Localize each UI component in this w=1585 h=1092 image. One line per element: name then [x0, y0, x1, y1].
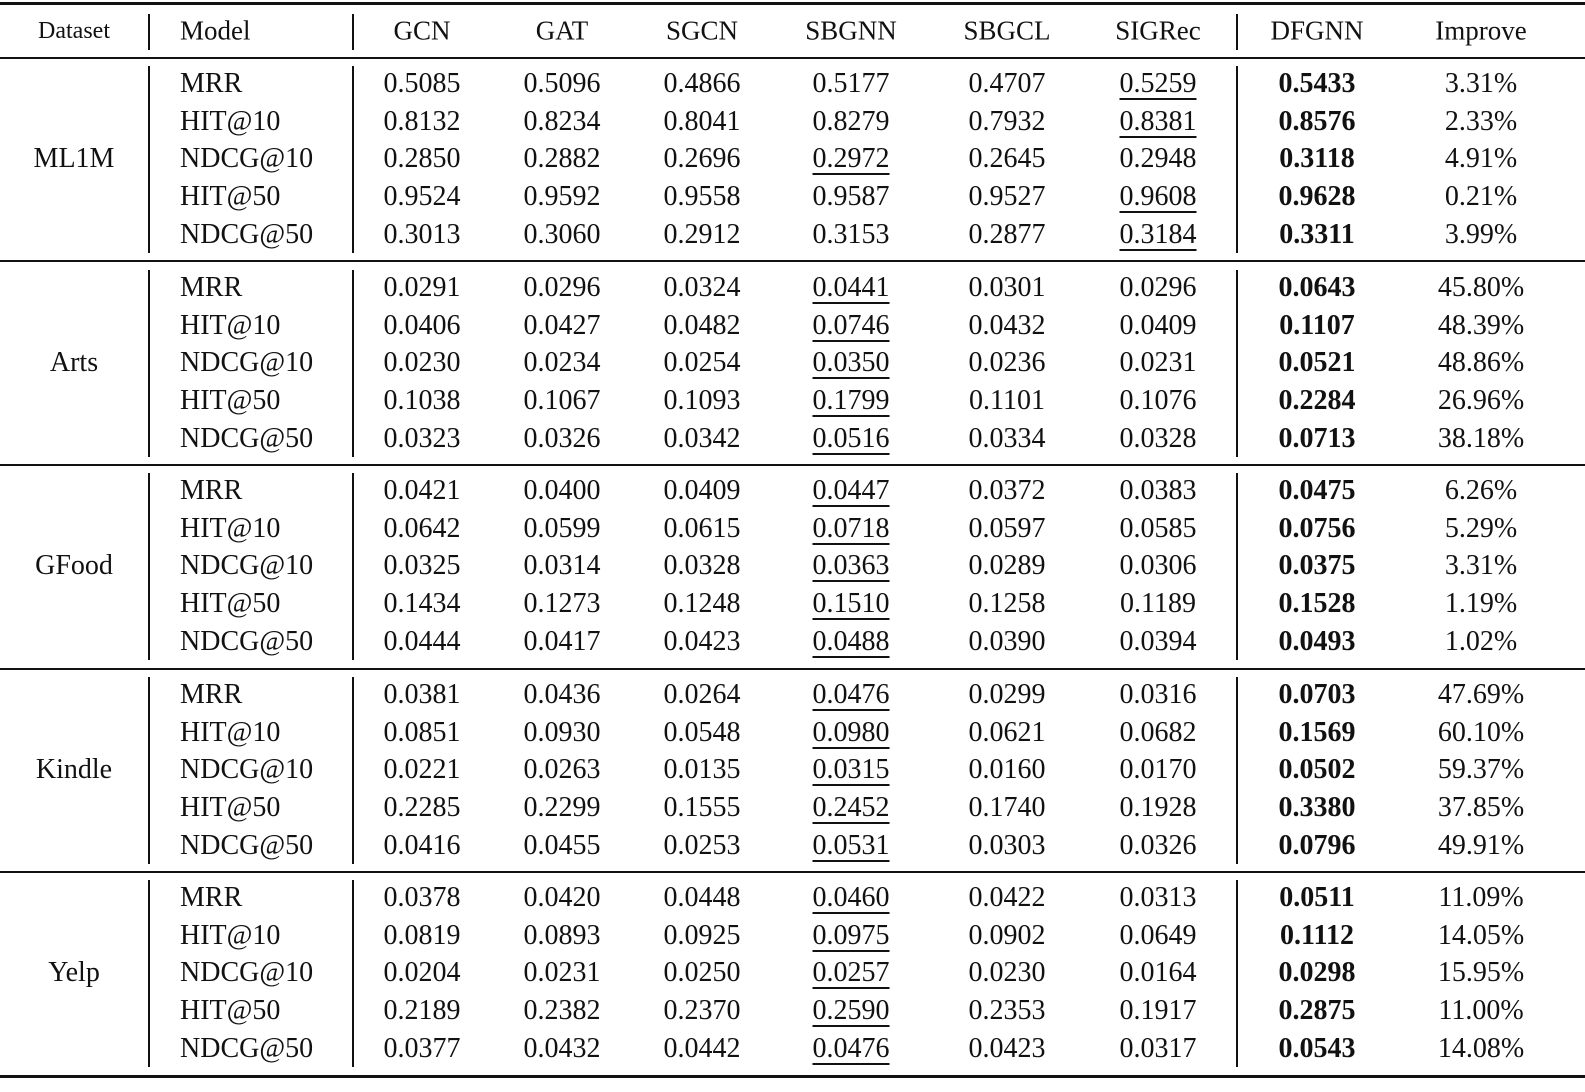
metric-label: NDCG@10	[180, 957, 314, 989]
header-dfgnn: DFGNN	[1270, 15, 1364, 46]
cell-sgcn: 0.1555	[663, 792, 741, 824]
cell-sbgcl: 0.0422	[968, 882, 1046, 913]
group-separator-2	[0, 464, 1585, 466]
metric-label: HIT@10	[180, 309, 281, 341]
cell-improve: 3.31%	[1444, 550, 1518, 582]
cell-gat: 0.5096	[523, 68, 601, 99]
cell-gat: 0.0263	[523, 754, 601, 786]
cell-dfgnn: 0.0375	[1278, 550, 1356, 582]
header-vline-1	[148, 14, 150, 50]
group-vline-a-1	[148, 270, 150, 457]
cell-sgcn: 0.2696	[663, 143, 741, 175]
cell-sbgnn: 0.2590	[812, 995, 890, 1027]
cell-sigrec: 0.0296	[1119, 272, 1197, 303]
cell-gat: 0.0599	[523, 512, 601, 544]
cell-dfgnn: 0.3380	[1278, 792, 1356, 824]
cell-sbgcl: 0.9527	[968, 181, 1046, 213]
cell-sgcn: 0.1248	[663, 588, 741, 620]
cell-improve: 1.19%	[1444, 588, 1518, 620]
cell-dfgnn: 0.1569	[1278, 716, 1356, 748]
cell-gcn: 0.0851	[383, 716, 461, 748]
cell-gcn: 0.0819	[383, 919, 461, 951]
group-vline-c-2	[1236, 473, 1238, 660]
metric-label: MRR	[180, 475, 243, 506]
cell-sbgnn: 0.0476	[812, 679, 890, 710]
cell-gat: 0.3060	[523, 218, 601, 250]
cell-gat: 0.0400	[523, 475, 601, 506]
cell-dfgnn: 0.3118	[1279, 143, 1355, 175]
cell-gat: 0.0930	[523, 716, 601, 748]
cell-sgcn: 0.0925	[663, 919, 741, 951]
cell-improve: 3.99%	[1444, 218, 1518, 250]
cell-improve: 26.96%	[1437, 385, 1525, 417]
cell-dfgnn: 0.5433	[1278, 68, 1356, 99]
header-sgcn: SGCN	[665, 15, 739, 46]
cell-sbgcl: 0.0230	[968, 957, 1046, 989]
cell-gat: 0.1273	[523, 588, 601, 620]
cell-gcn: 0.1038	[383, 385, 461, 417]
cell-sigrec: 0.0306	[1119, 550, 1197, 582]
cell-sgcn: 0.1093	[663, 385, 741, 417]
metric-label: NDCG@10	[180, 550, 314, 582]
dataset-label: Arts	[49, 347, 99, 379]
cell-sbgcl: 0.1740	[968, 792, 1046, 824]
cell-sgcn: 0.2370	[663, 995, 741, 1027]
cell-improve: 1.02%	[1444, 625, 1518, 657]
cell-sbgnn: 0.0718	[812, 512, 890, 544]
metric-label: NDCG@50	[180, 1032, 314, 1064]
cell-gcn: 0.0221	[383, 754, 461, 786]
cell-gcn: 0.0325	[383, 550, 461, 582]
metric-label: HIT@50	[180, 181, 281, 213]
header-vline-3	[1236, 14, 1238, 50]
cell-sgcn: 0.4866	[663, 68, 741, 99]
cell-gcn: 0.0378	[383, 882, 461, 913]
cell-sbgnn: 0.1510	[812, 588, 890, 620]
cell-gat: 0.0436	[523, 679, 601, 710]
cell-dfgnn: 0.1528	[1278, 588, 1356, 620]
cell-sbgnn: 0.2452	[812, 792, 890, 824]
cell-sbgcl: 0.0621	[968, 716, 1046, 748]
cell-sbgnn: 0.0746	[812, 309, 890, 341]
cell-gcn: 0.0416	[383, 829, 461, 861]
cell-gat: 0.0427	[523, 309, 601, 341]
header-sbgcl: SBGCL	[963, 15, 1051, 46]
metric-label: HIT@50	[180, 995, 281, 1027]
cell-dfgnn: 0.0493	[1278, 625, 1356, 657]
cell-dfgnn: 0.1112	[1280, 919, 1354, 951]
cell-sigrec: 0.1076	[1119, 385, 1197, 417]
group-vline-c-4	[1236, 880, 1238, 1067]
cell-sigrec: 0.8381	[1119, 105, 1197, 137]
metric-label: NDCG@10	[180, 143, 314, 175]
cell-sbgcl: 0.2353	[968, 995, 1046, 1027]
group-vline-c-0	[1236, 66, 1238, 253]
cell-gat: 0.1067	[523, 385, 601, 417]
cell-sgcn: 0.0423	[663, 625, 741, 657]
cell-sigrec: 0.0170	[1119, 754, 1197, 786]
header-gat: GAT	[535, 15, 589, 46]
cell-sgcn: 0.8041	[663, 105, 741, 137]
cell-sgcn: 0.0548	[663, 716, 741, 748]
cell-improve: 38.18%	[1437, 422, 1525, 454]
cell-improve: 14.05%	[1437, 919, 1525, 951]
cell-sgcn: 0.2912	[663, 218, 741, 250]
cell-gat: 0.0296	[523, 272, 601, 303]
header-model: Model	[180, 15, 251, 46]
metric-label: HIT@10	[180, 105, 281, 137]
cell-sgcn: 0.0254	[663, 347, 741, 379]
cell-sbgnn: 0.0315	[812, 754, 890, 786]
cell-sigrec: 0.0383	[1119, 475, 1197, 506]
cell-sbgnn: 0.0447	[812, 475, 890, 506]
group-separator-4	[0, 871, 1585, 873]
group-separator-3	[0, 668, 1585, 670]
cell-sbgnn: 0.0460	[812, 882, 890, 913]
cell-sigrec: 0.0316	[1119, 679, 1197, 710]
group-vline-b-2	[352, 473, 354, 660]
cell-dfgnn: 0.0713	[1278, 422, 1356, 454]
cell-sbgcl: 0.0372	[968, 475, 1046, 506]
cell-improve: 48.86%	[1437, 347, 1525, 379]
cell-sgcn: 0.0324	[663, 272, 741, 303]
cell-sigrec: 0.1189	[1120, 588, 1196, 620]
cell-improve: 47.69%	[1437, 679, 1525, 710]
cell-sigrec: 0.0326	[1119, 829, 1197, 861]
group-vline-b-4	[352, 880, 354, 1067]
cell-gcn: 0.0230	[383, 347, 461, 379]
cell-sgcn: 0.0253	[663, 829, 741, 861]
cell-sbgnn: 0.3153	[812, 218, 890, 250]
cell-gat: 0.0420	[523, 882, 601, 913]
group-vline-b-3	[352, 677, 354, 864]
cell-gcn: 0.2850	[383, 143, 461, 175]
cell-gat: 0.0231	[523, 957, 601, 989]
cell-dfgnn: 0.8576	[1278, 105, 1356, 137]
cell-dfgnn: 0.0502	[1278, 754, 1356, 786]
cell-improve: 6.26%	[1444, 475, 1518, 506]
cell-gcn: 0.8132	[383, 105, 461, 137]
cell-improve: 49.91%	[1437, 829, 1525, 861]
cell-gcn: 0.0291	[383, 272, 461, 303]
cell-sgcn: 0.0135	[663, 754, 741, 786]
cell-improve: 45.80%	[1437, 272, 1525, 303]
cell-sigrec: 0.0313	[1119, 882, 1197, 913]
cell-dfgnn: 0.0521	[1278, 347, 1356, 379]
cell-sbgnn: 0.2972	[812, 143, 890, 175]
cell-sbgcl: 0.2645	[968, 143, 1046, 175]
cell-sbgcl: 0.0334	[968, 422, 1046, 454]
cell-dfgnn: 0.0543	[1278, 1032, 1356, 1064]
cell-sigrec: 0.0409	[1119, 309, 1197, 341]
cell-sbgcl: 0.0597	[968, 512, 1046, 544]
group-vline-b-1	[352, 270, 354, 457]
header-rule	[0, 57, 1585, 59]
cell-sbgcl: 0.0902	[968, 919, 1046, 951]
cell-sbgnn: 0.0257	[812, 957, 890, 989]
cell-sbgnn: 0.0441	[812, 272, 890, 303]
cell-gcn: 0.2189	[383, 995, 461, 1027]
cell-sbgcl: 0.0289	[968, 550, 1046, 582]
group-vline-c-1	[1236, 270, 1238, 457]
cell-sigrec: 0.0649	[1119, 919, 1197, 951]
metric-label: HIT@50	[180, 792, 281, 824]
cell-sbgcl: 0.0423	[968, 1032, 1046, 1064]
cell-gcn: 0.0406	[383, 309, 461, 341]
cell-sgcn: 0.0615	[663, 512, 741, 544]
cell-sigrec: 0.2948	[1119, 143, 1197, 175]
cell-sgcn: 0.9558	[663, 181, 741, 213]
cell-improve: 37.85%	[1437, 792, 1525, 824]
metric-label: NDCG@10	[180, 347, 314, 379]
cell-sigrec: 0.0231	[1119, 347, 1197, 379]
cell-sbgnn: 0.0350	[812, 347, 890, 379]
cell-sbgnn: 0.0476	[812, 1032, 890, 1064]
cell-improve: 60.10%	[1437, 716, 1525, 748]
cell-sbgnn: 0.1799	[812, 385, 890, 417]
header-sigrec: SIGRec	[1115, 15, 1201, 46]
cell-gat: 0.2882	[523, 143, 601, 175]
cell-sigrec: 0.0328	[1119, 422, 1197, 454]
cell-sbgcl: 0.1101	[969, 385, 1045, 417]
cell-dfgnn: 0.0796	[1278, 829, 1356, 861]
dataset-label: GFood	[35, 550, 113, 582]
cell-dfgnn: 0.1107	[1279, 309, 1355, 341]
cell-gcn: 0.0444	[383, 625, 461, 657]
cell-sbgcl: 0.0299	[968, 679, 1046, 710]
cell-gat: 0.9592	[523, 181, 601, 213]
metric-label: MRR	[180, 882, 243, 913]
cell-sigrec: 0.1928	[1119, 792, 1197, 824]
cell-sigrec: 0.0394	[1119, 625, 1197, 657]
cell-gat: 0.2299	[523, 792, 601, 824]
cell-dfgnn: 0.0511	[1279, 882, 1355, 913]
metric-label: NDCG@10	[180, 754, 314, 786]
metric-label: MRR	[180, 272, 243, 303]
cell-sgcn: 0.0328	[663, 550, 741, 582]
group-vline-b-0	[352, 66, 354, 253]
cell-sbgcl: 0.0301	[968, 272, 1046, 303]
cell-dfgnn: 0.0756	[1278, 512, 1356, 544]
cell-sbgcl: 0.7932	[968, 105, 1046, 137]
cell-sigrec: 0.9608	[1119, 181, 1197, 213]
metric-label: HIT@10	[180, 919, 281, 951]
cell-sigrec: 0.3184	[1119, 218, 1197, 250]
cell-dfgnn: 0.3311	[1279, 218, 1355, 250]
cell-improve: 0.21%	[1444, 181, 1518, 213]
bottom-rule	[0, 1075, 1585, 1078]
header-gcn: GCN	[393, 15, 451, 46]
cell-sbgcl: 0.1258	[968, 588, 1046, 620]
cell-gcn: 0.0204	[383, 957, 461, 989]
cell-gcn: 0.1434	[383, 588, 461, 620]
cell-sbgnn: 0.0531	[812, 829, 890, 861]
header-sbgnn: SBGNN	[805, 15, 897, 46]
cell-sigrec: 0.0585	[1119, 512, 1197, 544]
cell-improve: 59.37%	[1437, 754, 1525, 786]
cell-sbgnn: 0.8279	[812, 105, 890, 137]
cell-sbgnn: 0.9587	[812, 181, 890, 213]
cell-gat: 0.8234	[523, 105, 601, 137]
cell-gat: 0.0326	[523, 422, 601, 454]
metric-label: NDCG@50	[180, 829, 314, 861]
cell-gcn: 0.3013	[383, 218, 461, 250]
cell-gat: 0.0417	[523, 625, 601, 657]
cell-dfgnn: 0.0298	[1278, 957, 1356, 989]
cell-sbgnn: 0.0516	[812, 422, 890, 454]
cell-sigrec: 0.0682	[1119, 716, 1197, 748]
group-vline-a-4	[148, 880, 150, 1067]
cell-sbgnn: 0.0980	[812, 716, 890, 748]
cell-sigrec: 0.0317	[1119, 1032, 1197, 1064]
cell-gcn: 0.0381	[383, 679, 461, 710]
cell-sbgcl: 0.0236	[968, 347, 1046, 379]
dataset-label: Yelp	[48, 957, 100, 989]
top-rule	[0, 2, 1585, 5]
cell-sbgcl: 0.0390	[968, 625, 1046, 657]
cell-sgcn: 0.0342	[663, 422, 741, 454]
cell-improve: 2.33%	[1444, 105, 1518, 137]
cell-dfgnn: 0.0475	[1278, 475, 1356, 506]
group-vline-a-0	[148, 66, 150, 253]
metric-label: MRR	[180, 68, 243, 99]
cell-sgcn: 0.0264	[663, 679, 741, 710]
cell-sgcn: 0.0482	[663, 309, 741, 341]
cell-gcn: 0.0377	[383, 1032, 461, 1064]
cell-dfgnn: 0.0703	[1278, 679, 1356, 710]
cell-sgcn: 0.0250	[663, 957, 741, 989]
cell-gat: 0.0234	[523, 347, 601, 379]
metric-label: NDCG@50	[180, 625, 314, 657]
metric-label: HIT@50	[180, 385, 281, 417]
cell-sgcn: 0.0442	[663, 1032, 741, 1064]
group-vline-a-2	[148, 473, 150, 660]
cell-gcn: 0.0421	[383, 475, 461, 506]
metric-label: MRR	[180, 679, 243, 710]
group-separator-1	[0, 260, 1585, 262]
cell-improve: 4.91%	[1444, 143, 1518, 175]
cell-gcn: 0.9524	[383, 181, 461, 213]
group-vline-c-3	[1236, 677, 1238, 864]
cell-sigrec: 0.1917	[1119, 995, 1197, 1027]
cell-gat: 0.0314	[523, 550, 601, 582]
cell-improve: 3.31%	[1444, 68, 1518, 99]
cell-sbgcl: 0.4707	[968, 68, 1046, 99]
cell-improve: 14.08%	[1437, 1032, 1525, 1064]
header-dataset: Dataset	[38, 18, 110, 44]
cell-sbgnn: 0.0975	[812, 919, 890, 951]
metric-label: HIT@50	[180, 588, 281, 620]
cell-improve: 11.09%	[1438, 882, 1524, 913]
cell-sgcn: 0.0448	[663, 882, 741, 913]
cell-improve: 11.00%	[1438, 995, 1524, 1027]
cell-gcn: 0.2285	[383, 792, 461, 824]
cell-gat: 0.0455	[523, 829, 601, 861]
cell-gat: 0.2382	[523, 995, 601, 1027]
cell-sigrec: 0.5259	[1119, 68, 1197, 99]
cell-dfgnn: 0.9628	[1278, 181, 1356, 213]
cell-dfgnn: 0.2284	[1278, 385, 1356, 417]
cell-gat: 0.0432	[523, 1032, 601, 1064]
cell-gcn: 0.0323	[383, 422, 461, 454]
metric-label: NDCG@50	[180, 218, 314, 250]
cell-gcn: 0.0642	[383, 512, 461, 544]
metric-label: HIT@10	[180, 512, 281, 544]
cell-dfgnn: 0.0643	[1278, 272, 1356, 303]
cell-sgcn: 0.0409	[663, 475, 741, 506]
metric-label: HIT@10	[180, 716, 281, 748]
metric-label: NDCG@50	[180, 422, 314, 454]
cell-improve: 48.39%	[1437, 309, 1525, 341]
header-improve: Improve	[1435, 15, 1527, 46]
dataset-label: ML1M	[33, 143, 115, 175]
cell-gcn: 0.5085	[383, 68, 461, 99]
cell-sbgnn: 0.0488	[812, 625, 890, 657]
cell-gat: 0.0893	[523, 919, 601, 951]
cell-sbgcl: 0.0160	[968, 754, 1046, 786]
cell-sbgcl: 0.0432	[968, 309, 1046, 341]
cell-dfgnn: 0.2875	[1278, 995, 1356, 1027]
cell-sbgnn: 0.5177	[812, 68, 890, 99]
dataset-label: Kindle	[35, 754, 113, 786]
cell-sbgcl: 0.0303	[968, 829, 1046, 861]
cell-improve: 15.95%	[1437, 957, 1525, 989]
cell-improve: 5.29%	[1444, 512, 1518, 544]
header-vline-2	[352, 14, 354, 50]
group-vline-a-3	[148, 677, 150, 864]
cell-sbgcl: 0.2877	[968, 218, 1046, 250]
cell-sbgnn: 0.0363	[812, 550, 890, 582]
cell-sigrec: 0.0164	[1119, 957, 1197, 989]
